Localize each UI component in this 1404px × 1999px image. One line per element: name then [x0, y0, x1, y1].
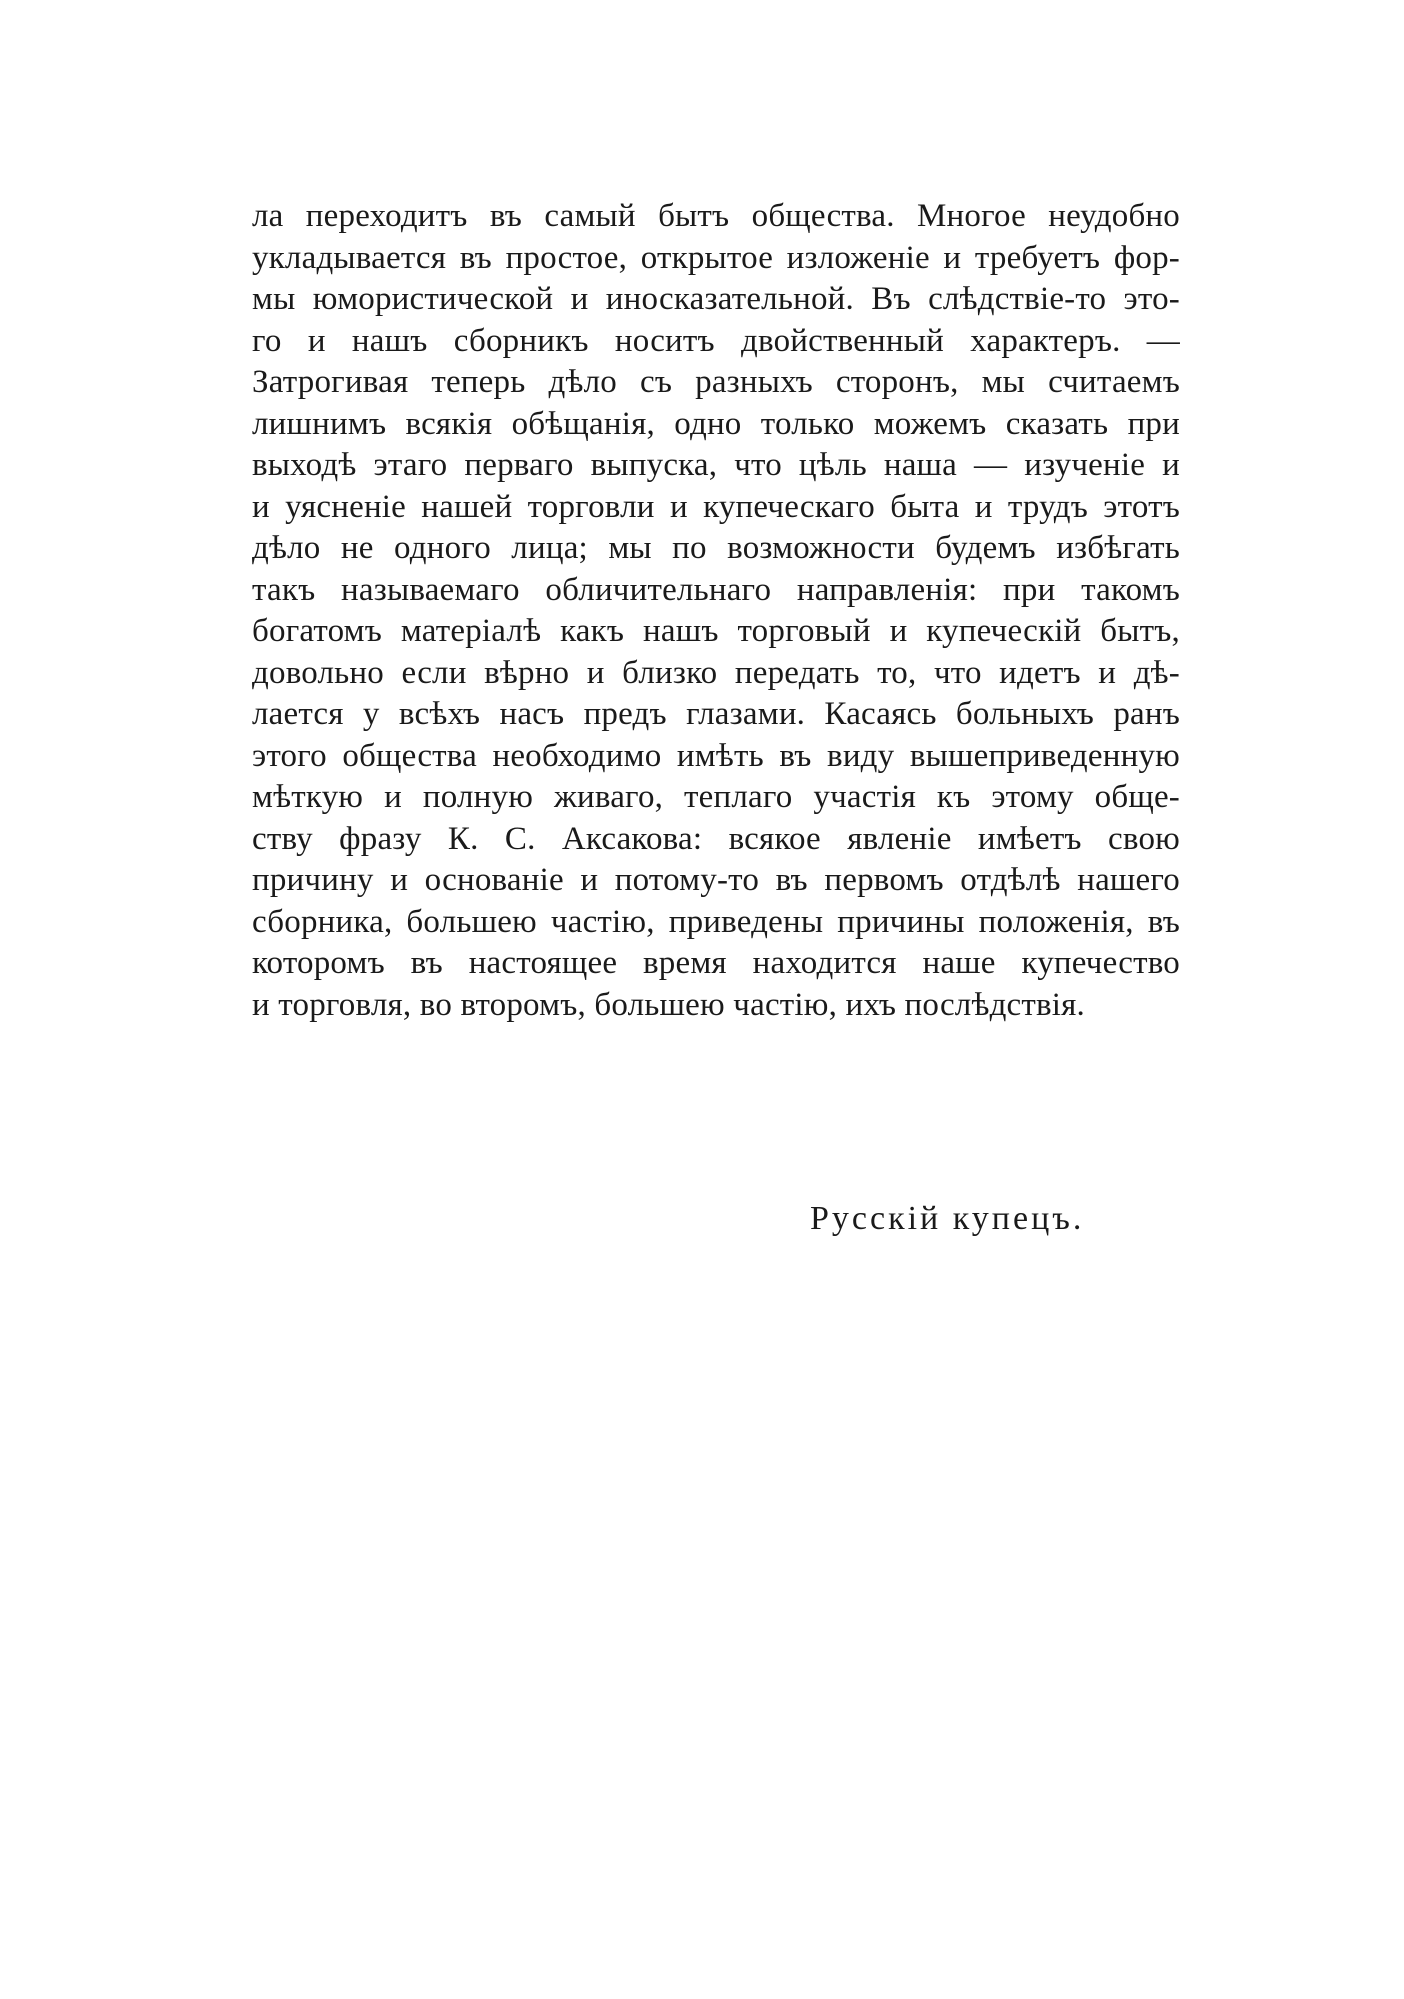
- text-line-16: ству фразу К. С. Аксакова: всякое явленіе имѣетъ свою: [252, 820, 1180, 857]
- text-line-1: ла переходитъ въ самый бытъ общества. Многое неудобно: [252, 198, 1180, 234]
- text-line-5: Затрогивая теперь дѣло съ разныхъ сторонъ, мы считаемъ: [252, 364, 1180, 400]
- text-line-15: мѣткую и полную живаго, теплаго участія къ этому обще-: [252, 779, 1180, 815]
- text-line-17: причину и основаніе и потому-то въ первомъ отдѣлѣ нашего: [252, 862, 1180, 898]
- text-line-19: которомъ въ настоящее время находится наше купечество: [252, 945, 1180, 981]
- text-line-7: выходѣ этаго перваго выпуска, что цѣль наша — изученіе и: [252, 447, 1180, 483]
- text-line-10: такъ называемаго обличительнаго направленія: при такомъ: [252, 571, 1180, 608]
- text-line-9: дѣло не одного лица; мы по возможности будемъ избѣгать: [252, 530, 1180, 566]
- text-line-14: этого общества необходимо имѣть въ виду вышеприведенную: [252, 737, 1180, 774]
- signature: Русскій купецъ.: [810, 1200, 1085, 1237]
- text-line-18: сборника, большею частію, приведены причины положенія, въ: [252, 903, 1180, 940]
- text-line-8: и уясненіе нашей торговли и купеческаго быта и трудъ этотъ: [252, 488, 1180, 525]
- body-text: [252, 196, 1180, 1026]
- text-line-2: укладывается въ простое, открытое изложеніе и требуетъ фор-: [252, 239, 1180, 276]
- text-line-20: и торговля, во второмъ, большею частію, ихъ послѣдствія.: [252, 986, 1086, 1023]
- text-line-12: довольно если вѣрно и близко передать то, что идетъ и дѣ-: [252, 654, 1180, 691]
- text-line-13: лается у всѣхъ насъ предъ глазами. Касаясь больныхъ ранъ: [252, 696, 1180, 732]
- text-line-6: лишнимъ всякія обѣщанія, одно только можемъ сказать при: [252, 405, 1180, 442]
- text-line-4: го и нашъ сборникъ носитъ двойственный характеръ. —: [252, 322, 1180, 359]
- text-line-11: богатомъ матеріалѣ какъ нашъ торговый и купеческій бытъ,: [252, 613, 1180, 649]
- text-line-3: мы юмористической и иносказательной. Въ слѣдствіе-то это-: [252, 281, 1180, 317]
